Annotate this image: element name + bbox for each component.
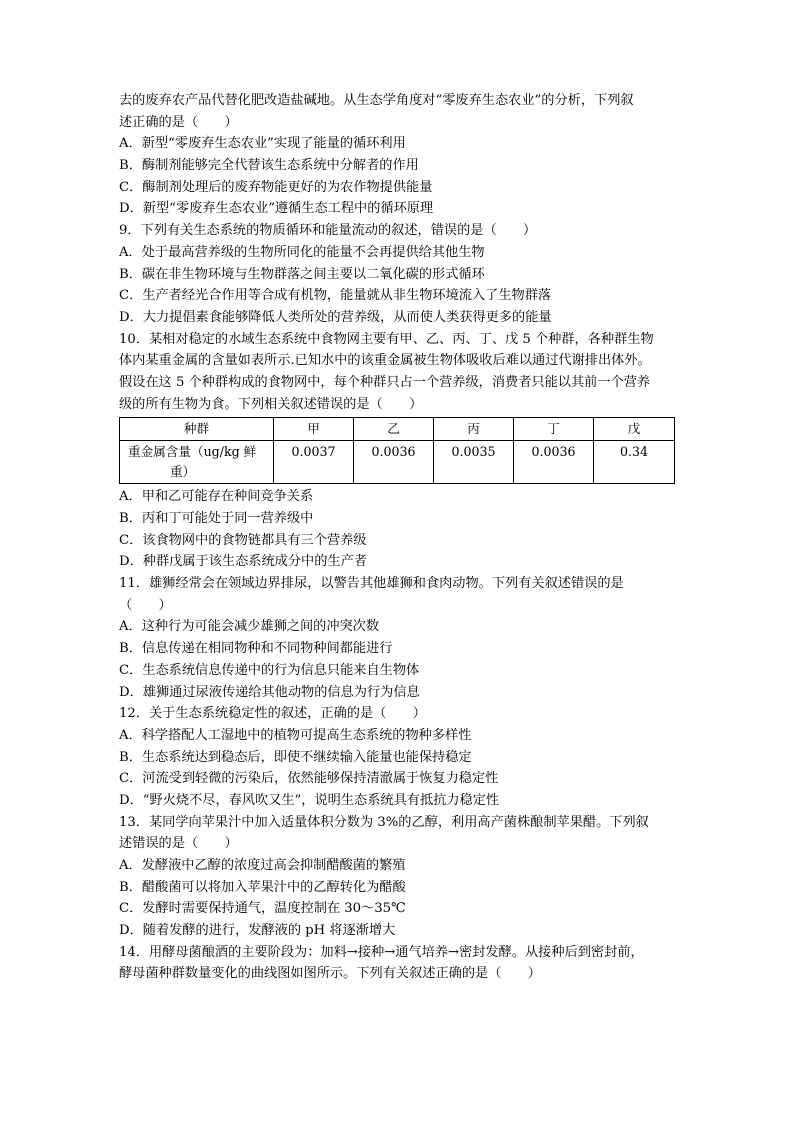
q10-stem-line-1: 10．某相对稳定的水域生态系统中食物网主要有甲、乙、丙、丁、戊 5 个种群，各种群生物 <box>119 331 654 347</box>
table-header-cell: 戊 <box>594 418 675 441</box>
row-label-line-1: 重金属含量（ug/kg 鲜 <box>128 444 257 460</box>
table-header-cell: 丙 <box>434 418 514 441</box>
q10-stem-line-3: 假设在这 5 个种群构成的食物网中，每个种群只占一个营养级，消费者只能以其前一个营养 <box>119 374 651 390</box>
document-page <box>119 90 679 985</box>
table-cell: 0.0035 <box>434 441 514 484</box>
q13-stem-line-2: 述错误的是（ ） <box>119 836 238 852</box>
q9-stem: 9．下列有关生态系统的物质循环和能量流动的叙述，错误的是（ ） <box>119 223 537 239</box>
q11-option-a: A．这种行为可能会减少雄狮之间的冲突次数 <box>119 619 380 635</box>
table-header-cell: 甲 <box>274 418 354 441</box>
q11-stem-line-1: 11．雄狮经常会在领域边界排尿，以警告其他雄狮和食肉动物。下列有关叙述错误的是 <box>119 576 624 592</box>
q14-stem-line-1: 14．用酵母菌酿酒的主要阶段为：加料→接种→通气培养→密封发酵。从接种后到密封前， <box>119 944 644 960</box>
table-cell: 0.34 <box>594 441 675 484</box>
q10-stem-line-2: 体内某重金属的含量如表所示.已知水中的该重金属被生物体吸收后难以通过代谢排出体外。 <box>119 353 651 369</box>
q9-option-c: C．生产者经光合作用等合成有机物，能量就从非生物环境流入了生物群落 <box>119 288 552 304</box>
heavy-metal-table <box>119 417 675 484</box>
q8-option-c: C．酶制剂处理后的废弃物能更好的为农作物提供能量 <box>119 179 433 195</box>
q9-option-d: D．大力提倡素食能够降低人类所处的营养级，从而使人类获得更多的能量 <box>119 309 552 325</box>
q12-option-a: A．科学搭配人工湿地中的植物可提高生态系统的物种多样性 <box>119 727 472 743</box>
table-header-row <box>120 418 675 441</box>
q14-stem-line-2: 酵母菌种群数量变化的曲线图如图所示。下列有关叙述正确的是（ ） <box>119 966 541 982</box>
q10-option-c: C．该食物网中的食物链都具有三个营养级 <box>119 532 367 548</box>
q11-stem-line-2: （ ） <box>119 597 172 613</box>
table-header-cell: 丁 <box>514 418 594 441</box>
intro-line-2: 述正确的是（ ） <box>119 114 238 130</box>
q13-option-c: C．发酵时需要保持通气，温度控制在 30～35℃ <box>119 901 406 917</box>
row-label-line-2: 重） <box>170 464 196 480</box>
q10-option-b: B．丙和丁可能处于同一营养级中 <box>119 511 314 526</box>
table-cell: 0.0036 <box>354 441 434 484</box>
q10-option-d: D．种群戊属于该生态系统成分中的生产者 <box>119 554 367 570</box>
q11-option-c: C．生态系统信息传递中的行为信息只能来自生物体 <box>119 662 420 678</box>
table-cell: 0.0037 <box>274 441 354 484</box>
q10-stem-line-4: 级的所有生物为食。下列相关叙述错误的是（ ） <box>119 396 423 412</box>
q11-option-d: D．雄狮通过尿液传递给其他动物的信息为行为信息 <box>119 684 420 700</box>
q13-option-d: D．随着发酵的进行，发酵液的 pH 将逐渐增大 <box>119 923 396 939</box>
q12-stem: 12．关于生态系统稳定性的叙述，正确的是（ ） <box>119 706 426 722</box>
table-header-cell: 种群 <box>120 418 274 441</box>
table-row-label <box>120 441 274 484</box>
q13-option-b: B．醋酸菌可以将加入苹果汁中的乙醇转化为醋酸 <box>119 879 406 895</box>
table-header-cell: 乙 <box>354 418 434 441</box>
q12-option-b: B．生态系统达到稳态后，即使不继续输入能量也能保持稳定 <box>119 749 472 765</box>
q9-option-a: A．处于最高营养级的生物所同化的能量不会再提供给其他生物 <box>119 244 485 260</box>
q10-option-a: A．甲和乙可能存在种间竞争关系 <box>119 489 314 505</box>
q11-option-b: B．信息传递在相同物种和不同物种间都能进行 <box>119 641 393 657</box>
q12-option-c: C．河流受到轻微的污染后，依然能够保持清澈属于恢复力稳定性 <box>119 771 499 787</box>
q13-option-a: A．发酵液中乙醇的浓度过高会抑制醋酸菌的繁殖 <box>119 858 406 873</box>
intro-line-1: 去的废弃农产品代替化肥改造盐碱地。从生态学角度对“零废弃生态农业”的分析，下列叙 <box>119 93 634 108</box>
q9-option-b: B．碳在非生物环境与生物群落之间主要以二氧化碳的形式循环 <box>119 266 485 282</box>
q8-option-d: D．新型“零废弃生态农业”遵循生态工程中的循环原理 <box>119 201 434 217</box>
q8-option-b: B．酶制剂能够完全代替该生态系统中分解者的作用 <box>119 158 419 174</box>
q13-stem-line-1: 13．某同学向苹果汁中加入适量体积分数为 3%的乙醇，利用高产菌株酿制苹果醋。下列叙 <box>119 814 649 830</box>
q8-option-a: A．新型“零废弃生态农业”实现了能量的循环利用 <box>119 136 406 152</box>
q12-option-d: D．“野火烧不尽，春风吹又生”，说明生态系统具有抵抗力稳定性 <box>119 792 500 808</box>
table-cell: 0.0036 <box>514 441 594 484</box>
table-row <box>120 441 675 484</box>
